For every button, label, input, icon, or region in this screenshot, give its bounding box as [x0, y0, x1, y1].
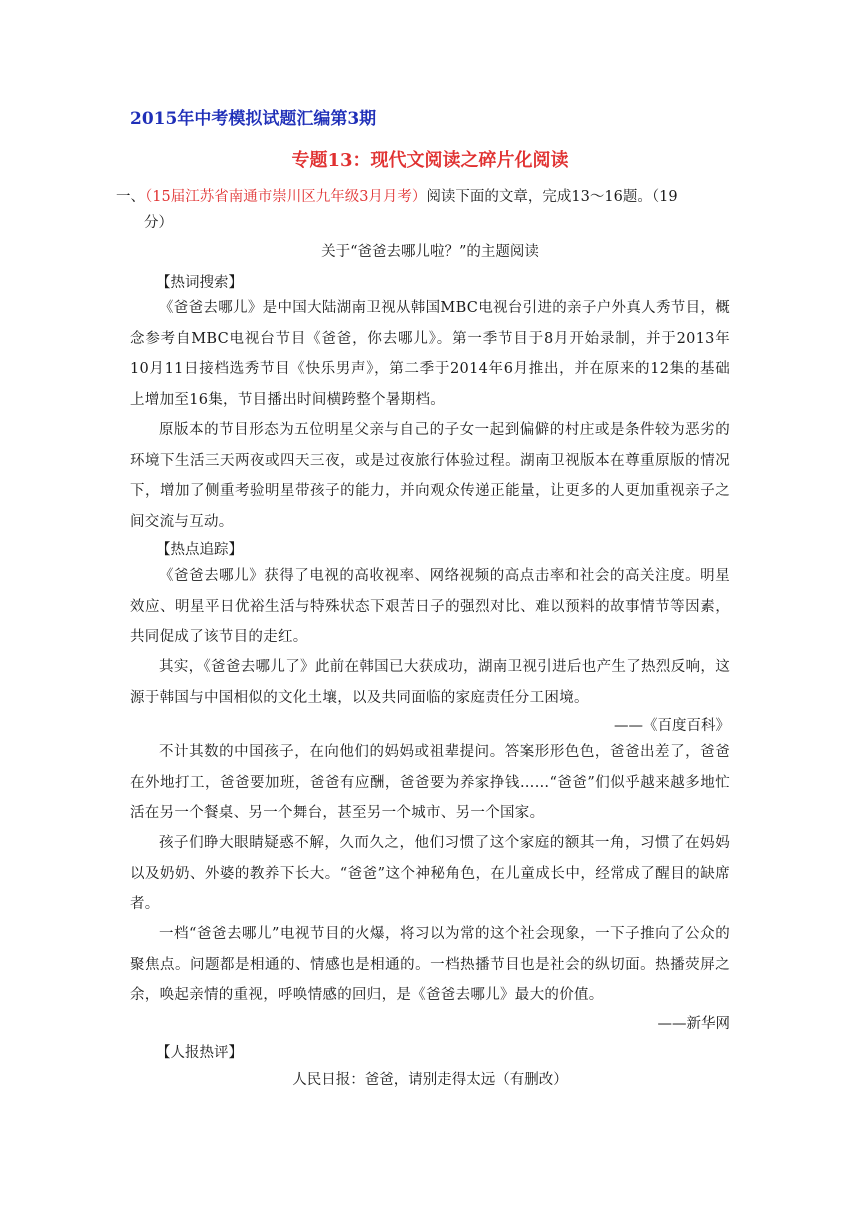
- collection-title: 2015年中考模拟试题汇编第3期: [130, 109, 377, 129]
- topic-title: 专题13：现代文阅读之碎片化阅读: [291, 150, 569, 171]
- question-instruction: 阅读下面的文章，完成13～16题。（19: [426, 189, 678, 205]
- section-hot-search: 【热词搜索】: [156, 275, 243, 291]
- paragraph-1: 《爸爸去哪儿》是中国大陆湖南卫视从韩国MBC电视台引进的亲子户外真人秀节目，概念参考自MBC电视台节目《爸爸，你去哪儿》。第一季节目于8月开始录制，并于2013年10月11日接档选秀节目《快乐男声》，第二季于2014年6月推出，并在原来的12集的基础上增加至16集，节目播出时间横跨整个暑期档。: [130, 300, 730, 408]
- question-number: 一、: [116, 189, 145, 205]
- paragraph-5: 不计其数的中国孩子，在向他们的妈妈或祖辈提问。答案形形色色，爸爸出差了，爸爸在外地打工，爸爸要加班，爸爸有应酬，爸爸要为养家挣钱……“爸爸”们似乎越来越多地忙活在另一个餐桌、另一个舞台，甚至另一个城市、另一个国家。: [130, 744, 730, 821]
- question-source: （15届江苏省南通市崇川区九年级3月月考）: [145, 189, 427, 205]
- review-subtitle: 人民日报：爸爸，请别走得太远（有删改）: [292, 1072, 568, 1088]
- section-peoples-review: 【人报热评】: [156, 1045, 243, 1061]
- question-prompt: [116, 184, 732, 236]
- section-hot-track: 【热点追踪】: [156, 542, 243, 558]
- source-xinhua: ——新华网: [657, 1016, 730, 1032]
- question-instruction-cont: 分）: [144, 215, 173, 231]
- paragraph-3: 《爸爸去哪儿》获得了电视的高收视率、网络视频的高点击率和社会的高关注度。明星效应、明星平日优裕生活与特殊状态下艰苦日子的强烈对比、难以预料的故事情节等因素，共同促成了该节目的走红。: [130, 568, 730, 645]
- paragraph-2: 原版本的节目形态为五位明星父亲与自己的子女一起到偏僻的村庄或是条件较为恶劣的环境下生活三天两夜或四天三夜，或是过夜旅行体验过程。湖南卫视版本在尊重原版的情况下，增加了侧重考验明星带孩子的能力，并向观众传递正能量，让更多的人更加重视亲子之间交流与互动。: [130, 422, 730, 530]
- article-title: 关于“爸爸去哪儿啦？”的主题阅读: [321, 244, 539, 260]
- paragraph-4: 其实，《爸爸去哪儿了》此前在韩国已大获成功，湖南卫视引进后也产生了热烈反响，这源于韩国与中国相似的文化土壤，以及共同面临的家庭责任分工困境。: [130, 659, 730, 706]
- source-baidu: ——《百度百科》: [614, 718, 730, 734]
- paragraph-7: 一档“爸爸去哪儿”电视节目的火爆，将习以为常的这个社会现象，一下子推向了公众的聚焦点。问题都是相通的、情感也是相通的。一档热播节目也是社会的纵切面。热播荧屏之余，唤起亲情的重视，呼唤情感的回归，是《爸爸去哪儿》最大的价值。: [130, 926, 730, 1003]
- paragraph-6: 孩子们睁大眼睛疑惑不解，久而久之，他们习惯了这个家庭的额其一角，习惯了在妈妈以及奶奶、外婆的教养下长大。“爸爸”这个神秘角色，在儿童成长中，经常成了醒目的缺席者。: [130, 835, 730, 912]
